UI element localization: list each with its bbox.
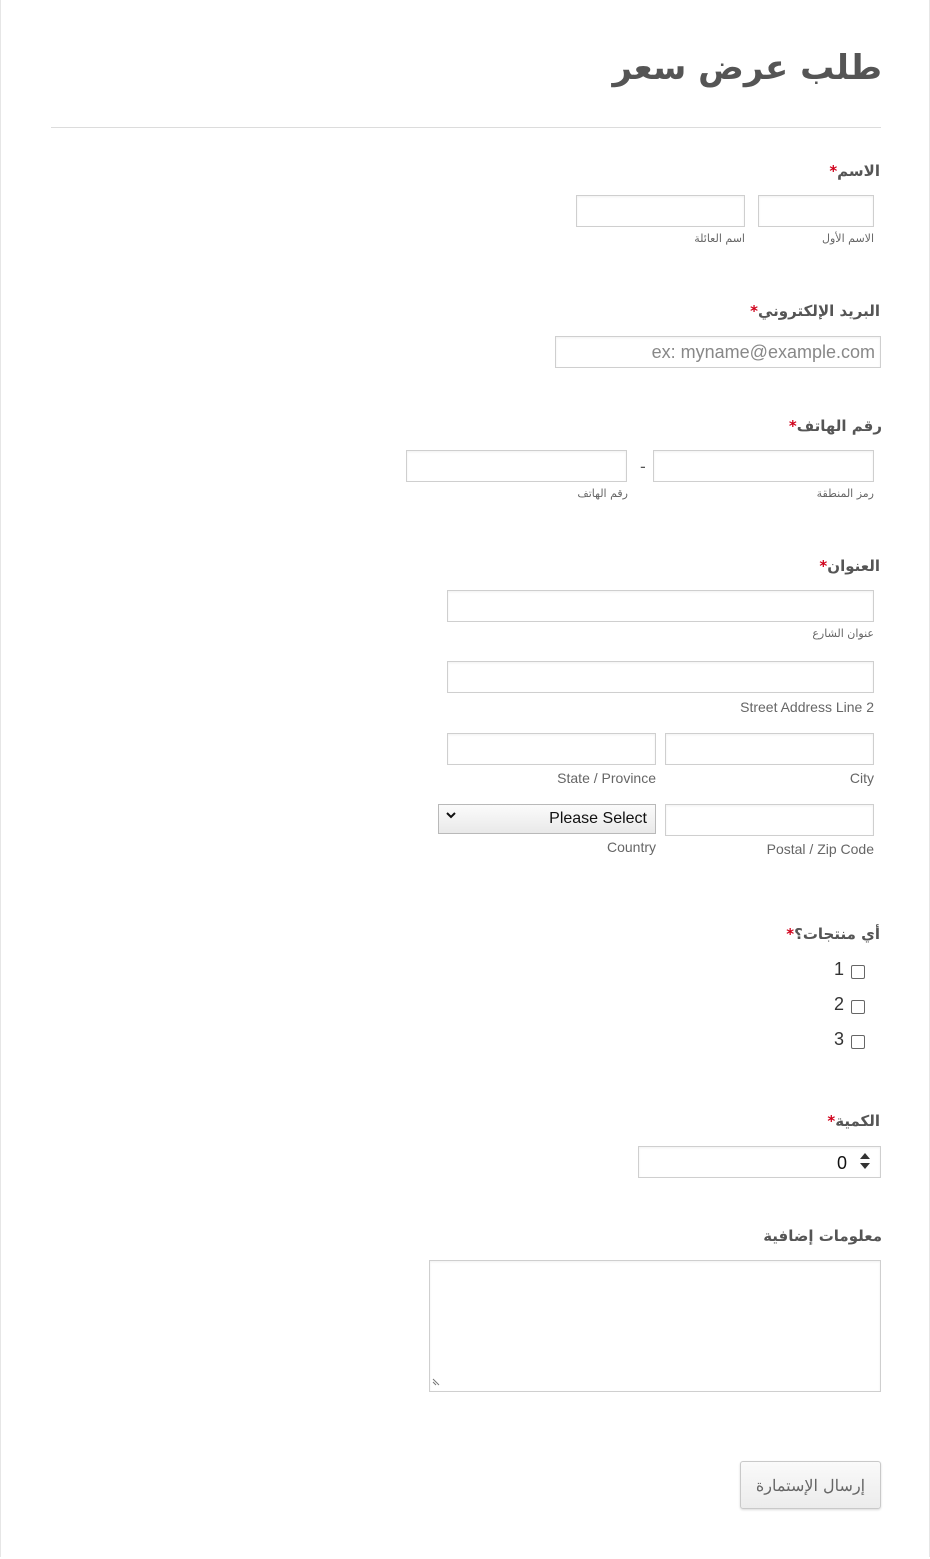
postal-code-sublabel: Postal / Zip Code (766, 841, 874, 857)
city-sublabel: City (849, 770, 874, 786)
last-name-input[interactable] (576, 195, 745, 227)
phone-number-input[interactable] (406, 450, 627, 482)
product-option-label-1: 1 (834, 959, 845, 979)
required-asterisk: * (750, 302, 758, 320)
decrement-arrow-icon[interactable] (860, 1163, 870, 1169)
quantity-label: الكمية* (827, 1112, 880, 1130)
additional-info-textarea[interactable] (429, 1260, 881, 1392)
required-asterisk: * (827, 1112, 836, 1130)
products-label: أي منتجات؟* (786, 925, 880, 943)
last-name-sublabel: اسم العائلة (694, 232, 745, 245)
required-asterisk: * (788, 417, 797, 435)
name-label: الاسم* (829, 162, 880, 180)
first-name-input[interactable] (758, 195, 874, 227)
area-code-sublabel: رمز المنطقة (816, 487, 874, 500)
area-code-input[interactable] (653, 450, 874, 482)
first-name-sublabel: الاسم الأول (822, 232, 874, 245)
resize-grip-icon[interactable] (432, 1376, 442, 1389)
product-option-label-2: 2 (834, 994, 845, 1014)
state-input[interactable] (447, 733, 656, 765)
required-asterisk: * (819, 557, 828, 575)
state-sublabel: State / Province (557, 770, 656, 786)
chevron-down-icon (445, 809, 457, 825)
required-asterisk: * (829, 162, 838, 180)
phone-number-sublabel: رقم الهاتف (577, 487, 628, 500)
product-option-label-3: 3 (834, 1029, 845, 1049)
quantity-value: 0 (836, 1153, 847, 1173)
spin-arrows-icon[interactable] (854, 1150, 876, 1174)
product-checkbox-3[interactable] (851, 1035, 865, 1049)
phone-label: رقم الهاتف* (788, 417, 882, 435)
country-select-value: Please Select (549, 810, 647, 827)
email-input[interactable]: ex: myname@example.com (555, 336, 881, 368)
email-label: البريد الإلكتروني* (750, 302, 880, 320)
postal-code-input[interactable] (665, 804, 874, 836)
product-checkbox-2[interactable] (851, 1000, 865, 1014)
address-label: العنوان* (819, 557, 880, 575)
country-select[interactable] (438, 804, 656, 834)
title-divider (51, 127, 881, 128)
additional-info-label: معلومات إضافية (763, 1227, 882, 1245)
street-address-input[interactable] (447, 590, 874, 622)
city-input[interactable] (665, 733, 874, 765)
product-checkbox-1[interactable] (851, 965, 865, 979)
submit-button[interactable]: إرسال الإستمارة (740, 1461, 881, 1509)
quantity-stepper[interactable] (638, 1146, 881, 1178)
street-address-sublabel: عنوان الشارع (812, 627, 874, 640)
increment-arrow-icon[interactable] (860, 1153, 870, 1159)
phone-separator: - (640, 457, 646, 476)
street-address-line2-input[interactable] (447, 661, 874, 693)
street-address-line2-sublabel: Street Address Line 2 (740, 699, 874, 715)
required-asterisk: * (786, 925, 795, 943)
country-sublabel: Country (606, 839, 656, 855)
form-title: طلب عرض سعر (612, 48, 882, 88)
